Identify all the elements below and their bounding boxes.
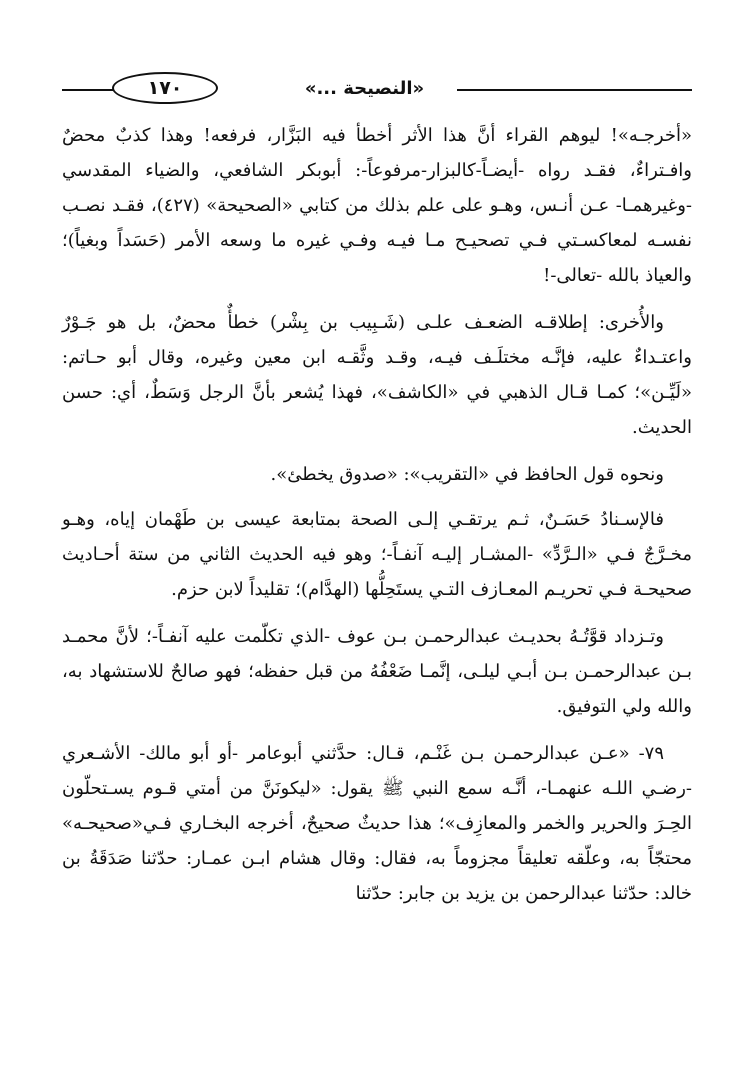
page-number: ١٧٠ [112, 72, 218, 104]
paragraph: ونحوه قول الحافظ في «التقريب»: «صدوق يخطئ». [270, 464, 664, 485]
paragraph: «أخرجـه»! ليوهم القراء أنَّ هذا الأثر أخطأ فيه البَزَّار، فرفعه! وهذا كذبٌ محضٌ وافـتراءٌ، فقـد رواه -أيضـاً-كالبزار-مرفوعاً-: أبوبكر الشافعي، والضياء المقدسي -وغيرهمـا- عـن أنـس، وهـو على علم بذلك من كتابي «الصحيحة» (٤٢٧)، فقـد نصـب نفسـه لمعاكسـتي فـي تصحيـح مـا فيـه وفـي غيره ما وسعه الأمر (حَسَداً وبغياً)؛ والعياذ بالله -تعالى-! [62, 125, 692, 286]
paragraph: والأُخرى: إطلاقـه الضعـف علـى (شَـبِيب بن بِشْر) خطأٌ محضٌ، بل هو جَـوْرٌ واعتـداءٌ عليه، فإنَّـه مختلَـف فيـه، وقـد وثَّقـه ابن معين وغيره، وقال أبو حـاتم: «لَيِّـن»؛ كمـا قـال الذهبي في «الكاشف»، فهذا يُشعر بأنَّ الرجل وَسَطٌ، أي: حسن الحديث. [62, 312, 692, 438]
header-rule-left [62, 89, 114, 91]
page-header [62, 72, 692, 108]
paragraph: ٧٩- «عـن عبدالرحمـن بـن غَنْـم، قـال: حدَّثني أبوعامر -أو أبو مالك- الأشـعري -رضـي اللـه عنهمـا-، أنَّـه سمع النبي ﷺ يقول: «ليكونَنَّ من أمتي قـوم يسـتحلّون الحِـرَ والحرير والخمر والمعازِف»؛ هذا حديثٌ صحيحٌ، أخرجه البخـاري فـي«صحيحـه» محتجّاً به، وعلّقه تعليقاً مجزوماً به، فقال: وقال هشام ابـن عمـار: حدّثنا صَدَقَةُ بن خالد: حدّثنا عبدالرحمن بن يزيد بن جابر: حدّثنا [62, 743, 692, 904]
header-title: «النصيحة ...» [304, 78, 425, 99]
header-rule-right [457, 89, 692, 91]
paragraph: وتـزداد قوَّتُـهُ بحديـث عبدالرحمـن بـن عوف -الذي تكلّمت عليه آنفـاً-؛ لأنَّ محمـد بـن عبدالرحمـن بـن أبـي ليلـى، إنَّمـا ضَعْفُهُ من قبل حفظه؛ فهو صالحٌ للاستشهاد به، والله ولي التوفيق. [62, 626, 692, 717]
page-body [62, 118, 692, 923]
paragraph: فالإسـنادُ حَسَـنٌ، ثـم يرتقـي إلـى الصحة بمتابعة عيسى بن طَهْمان إياه، وهـو مخـرَّجٌ فـي «الـرَّدِّ» -المشـار إليـه آنفـاً-؛ وهو فيه الحديث الثاني من ستة أحـاديث صحيحـة فـي تحريـم المعـازف التـي يستَحِلُّها (الهدَّام)؛ تقليداً لابن حزم. [62, 509, 692, 600]
